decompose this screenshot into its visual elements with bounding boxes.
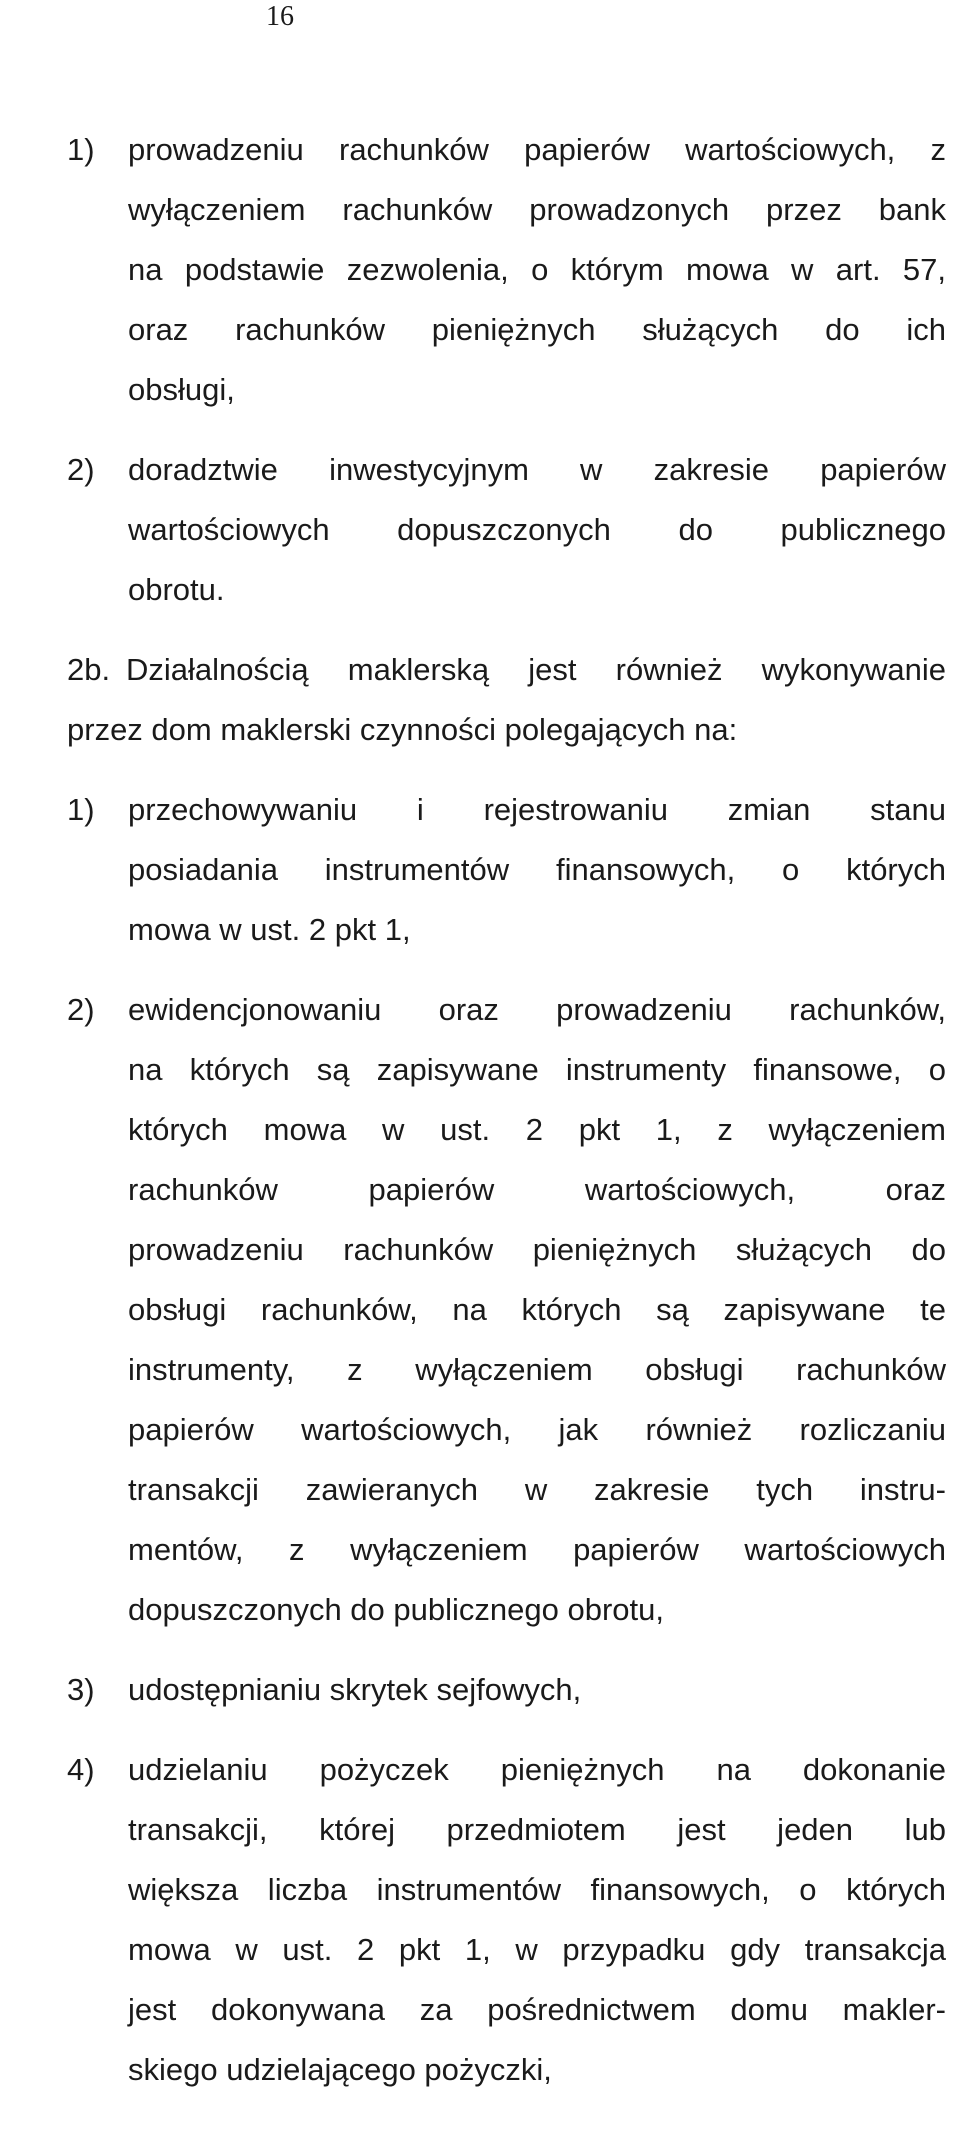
- text-line: papierów wartościowych, jak również rozliczaniu: [128, 1412, 946, 1447]
- text-line: mowa w ust. 2 pkt 1, w przypadku gdy transakcja: [128, 1932, 946, 1967]
- list-marker: 3): [67, 1672, 95, 1707]
- text-line: ewidencjonowaniu oraz prowadzeniu rachunków,: [128, 992, 946, 1027]
- text-line: obrotu.: [128, 572, 225, 607]
- section-marker: 2b.: [67, 652, 111, 687]
- text-line: transakcji zawieranych w zakresie tych instru-: [128, 1472, 946, 1507]
- text-line: wyłączeniem rachunków prowadzonych przez bank: [128, 192, 946, 227]
- list-marker: 4): [67, 1752, 95, 1787]
- text-line: większa liczba instrumentów finansowych, o których: [128, 1872, 946, 1907]
- text-line: instrumenty, z wyłączeniem obsługi rachunków: [128, 1352, 946, 1387]
- text-line: mowa w ust. 2 pkt 1,: [128, 912, 411, 947]
- text-line: udzielaniu pożyczek pieniężnych na dokonanie: [128, 1752, 946, 1787]
- text-line: jest dokonywana za pośrednictwem domu makler-: [128, 1992, 946, 2027]
- text-line: oraz rachunków pieniężnych służących do ich: [128, 312, 946, 347]
- text-line: posiadania instrumentów finansowych, o których: [128, 852, 946, 887]
- text-line: dopuszczonych do publicznego obrotu,: [128, 1592, 664, 1627]
- text-line: udostępnianiu skrytek sejfowych,: [128, 1672, 582, 1707]
- text-line: transakcji, której przedmiotem jest jeden lub: [128, 1812, 946, 1847]
- text-line: przez dom maklerski czynności polegających na:: [67, 712, 738, 747]
- text-line: obsługi rachunków, na których są zapisywane te: [128, 1292, 946, 1327]
- text-line: na których są zapisywane instrumenty finansowe, o: [128, 1052, 946, 1087]
- text-line: skiego udzielającego pożyczki,: [128, 2052, 552, 2087]
- text-line: mentów, z wyłączeniem papierów wartościowych: [128, 1532, 946, 1567]
- text-line: wartościowych dopuszczonych do publicznego: [128, 512, 946, 547]
- list-marker: 2): [67, 992, 95, 1027]
- text-line: Działalnością maklerską jest również wykonywanie: [126, 652, 946, 687]
- list-marker: 2): [67, 452, 95, 487]
- text-line: których mowa w ust. 2 pkt 1, z wyłączeniem: [128, 1112, 946, 1147]
- list-marker: 1): [67, 132, 95, 167]
- text-line: doradztwie inwestycyjnym w zakresie papierów: [128, 452, 946, 487]
- text-line: prowadzeniu rachunków papierów wartościowych, z: [128, 132, 946, 167]
- text-line: obsługi,: [128, 372, 235, 407]
- text-line: na podstawie zezwolenia, o którym mowa w art. 57,: [128, 252, 946, 287]
- list-marker: 1): [67, 792, 95, 827]
- page-number: 16: [266, 1, 294, 32]
- text-line: prowadzeniu rachunków pieniężnych służących do: [128, 1232, 946, 1267]
- text-line: przechowywaniu i rejestrowaniu zmian stanu: [128, 792, 946, 827]
- text-line: rachunków papierów wartościowych, oraz: [128, 1172, 946, 1207]
